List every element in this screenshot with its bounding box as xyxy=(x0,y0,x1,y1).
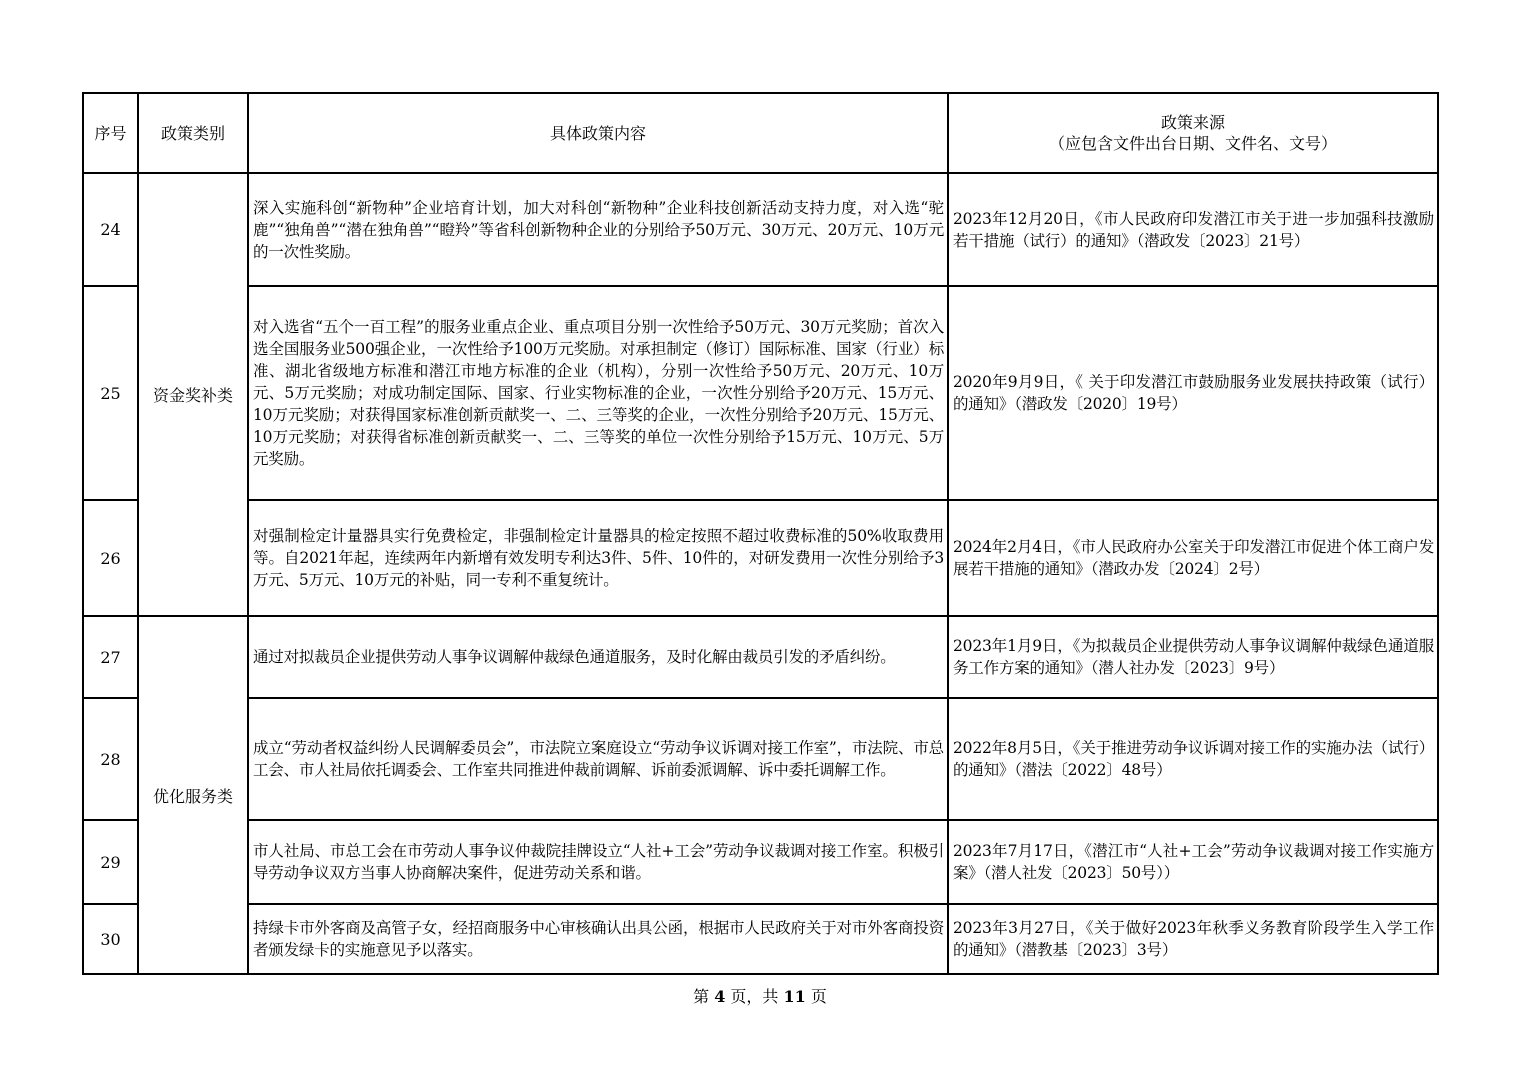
row-seq: 27 xyxy=(83,616,138,698)
header-source xyxy=(948,93,1438,173)
footer-total-pages: 11 xyxy=(783,987,806,1006)
row-source: 2024年2月4日，《市人民政府办公室关于印发潜江市促进个体工商户发展若干措施的通知》（潜政办发〔2024〕2号） xyxy=(948,500,1438,616)
category-fund: 资金奖补类 xyxy=(138,173,248,616)
table-row xyxy=(83,286,1438,500)
row-source: 2023年1月9日，《为拟裁员企业提供劳动人事争议调解仲裁绿色通道服务工作方案的通知》（潜人社办发〔2023〕9号） xyxy=(948,616,1438,698)
row-content: 深入实施科创“新物种”企业培育计划，加大对科创“新物种”企业科技创新活动支持力度，对入选“驼鹿”“独角兽”“潜在独角兽”“瞪羚”等省科创新物种企业的分别给予50万元、30万元、20万元、10万元的一次性奖励。 xyxy=(248,173,948,286)
row-source: 2020年9月9日，《 关于印发潜江市鼓励服务业发展扶持政策（试行）的通知》（潜政发〔2020〕19号） xyxy=(948,286,1438,500)
row-seq: 28 xyxy=(83,698,138,820)
footer-middle: 页，共 xyxy=(730,987,779,1006)
header-category: 政策类别 xyxy=(138,93,248,173)
row-content: 持绿卡市外客商及高管子女，经招商服务中心审核确认出具公函，根据市人民政府关于对市外客商投资者颁发绿卡的实施意见予以落实。 xyxy=(248,904,948,974)
table-row xyxy=(83,173,1438,286)
header-seq: 序号 xyxy=(83,93,138,173)
header-source-title: 政策来源 xyxy=(1160,113,1225,132)
row-content: 市人社局、市总工会在市劳动人事争议仲裁院挂牌设立“人社+工会”劳动争议裁调对接工作室。积极引导劳动争议双方当事人协商解决案件，促进劳动关系和谐。 xyxy=(248,820,948,904)
row-seq: 30 xyxy=(83,904,138,974)
row-seq: 24 xyxy=(83,173,138,286)
footer-page-number: 4 xyxy=(714,987,726,1006)
table-row xyxy=(83,698,1438,820)
row-content: 对强制检定计量器具实行免费检定，非强制检定计量器具的检定按照不超过收费标准的50%收取费用等。自2021年起，连续两年内新增有效发明专利达3件、5件、10件的，对研发费用一次性分别给予3万元、5万元、10万元的补贴，同一专利不重复统计。 xyxy=(248,500,948,616)
row-content: 对入选省“五个一百工程”的服务业重点企业、重点项目分别一次性给予50万元、30万元奖励；首次入选全国服务业500强企业，一次性给予100万元奖励。对承担制定（修订）国际标准、国家（行业）标准、湖北省级地方标准和潜江市地方标准的企业（机构），分别一次性给予50万元、20万元、10万元、5万元奖励；对成功制定国际、国家、行业实物标准的企业，一次性分别给予20万元、15万元、10万元奖励；对获得国家标准创新贡献奖一、二、三等奖的企业，一次性分别给予20万元、15万元、10万元奖励；对获得省标准创新贡献奖一、二、三等奖的单位一次性分别给予15万元、10万元、5万元奖励。 xyxy=(248,286,948,500)
row-seq: 25 xyxy=(83,286,138,500)
row-content: 通过对拟裁员企业提供劳动人事争议调解仲裁绿色通道服务，及时化解由裁员引发的矛盾纠纷。 xyxy=(248,616,948,698)
footer-suffix: 页 xyxy=(810,987,827,1006)
table-header-row xyxy=(83,93,1438,173)
row-seq: 26 xyxy=(83,500,138,616)
header-source-note: （应包含文件出台日期、文件名、文号） xyxy=(1048,134,1337,153)
category-service: 优化服务类 xyxy=(138,616,248,974)
row-seq: 29 xyxy=(83,820,138,904)
row-source: 2022年8月5日，《关于推进劳动争议诉调对接工作的实施办法（试行）的通知》（潜法〔2022〕48号） xyxy=(948,698,1438,820)
table-row xyxy=(83,904,1438,974)
row-content: 成立“劳动者权益纠纷人民调解委员会”，市法院立案庭设立“劳动争议诉调对接工作室”，市法院、市总工会、市人社局依托调委会、工作室共同推进仲裁前调解、诉前委派调解、诉中委托调解工作。 xyxy=(248,698,948,820)
table-row xyxy=(83,500,1438,616)
table-row xyxy=(83,616,1438,698)
footer-prefix: 第 xyxy=(693,987,710,1006)
row-source: 2023年7月17日，《潜江市“人社+工会”劳动争议裁调对接工作实施方案》（潜人社发〔2023〕50号）） xyxy=(948,820,1438,904)
policy-table xyxy=(82,92,1439,975)
page-footer xyxy=(0,984,1520,1007)
header-content: 具体政策内容 xyxy=(248,93,948,173)
table-row xyxy=(83,820,1438,904)
row-source: 2023年12月20日，《市人民政府印发潜江市关于进一步加强科技激励若干措施（试行）的通知》（潜政发〔2023〕21号） xyxy=(948,173,1438,286)
row-source: 2023年3月27日，《关于做好2023年秋季义务教育阶段学生入学工作的通知》（潜教基〔2023〕3号） xyxy=(948,904,1438,974)
